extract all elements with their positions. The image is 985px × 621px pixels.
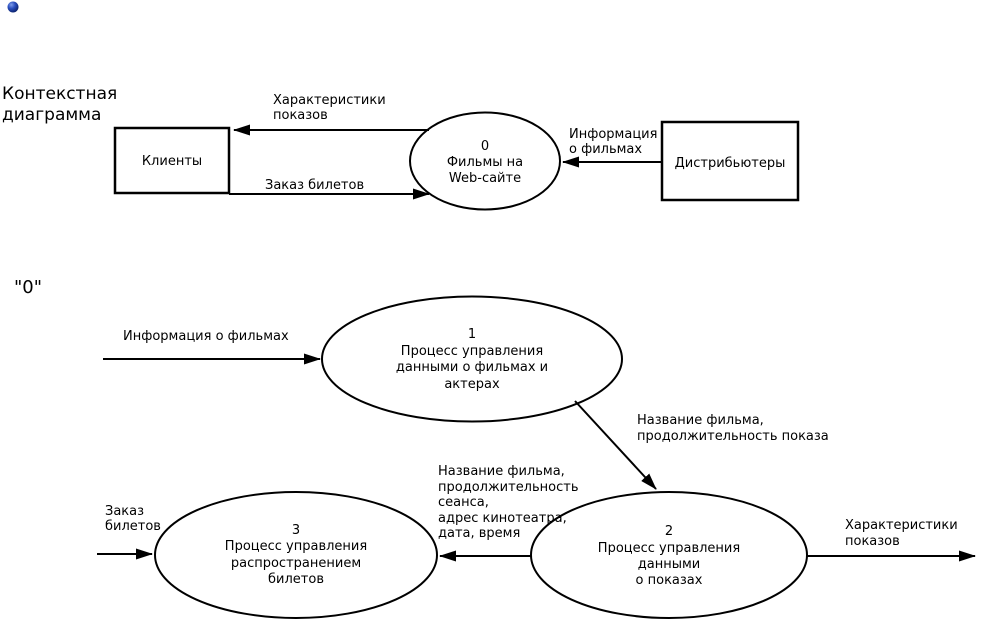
process-3-name: распространением xyxy=(230,556,362,571)
flow-label-film-title-duration: продолжительность показа xyxy=(637,429,829,444)
flow-label-show-characteristics-out: Характеристики xyxy=(845,518,958,533)
flow-label-session-details: продолжительность xyxy=(438,480,579,495)
flow-label-session-details: Название фильма, xyxy=(438,464,565,479)
process-0-name: Web-сайте xyxy=(448,171,522,186)
process-1-number: 1 xyxy=(467,327,477,342)
process-1-name: актерах xyxy=(444,377,500,392)
process-2-name: данными xyxy=(637,557,701,572)
process-2-name: о показах xyxy=(635,573,703,588)
process-0-number: 0 xyxy=(480,139,490,154)
context-diagram-title: Контекстная xyxy=(2,84,118,104)
process-3-name: Процесс управления xyxy=(224,539,368,554)
flow-label-session-details: сеанса, xyxy=(438,495,489,510)
flow-label-session-details: адрес кинотеатра, xyxy=(438,511,567,526)
context-diagram-title: диаграмма xyxy=(2,105,102,125)
entity-clients-label: Клиенты xyxy=(141,154,203,169)
process-1-name: данными о фильмах и xyxy=(395,360,549,375)
flow-label-show-characteristics-out: показов xyxy=(845,534,900,549)
flow-label-session-details: дата, время xyxy=(438,526,521,541)
process-3-name: билетов xyxy=(268,572,324,587)
flow-label-film-info-in: Информация о фильмах xyxy=(123,329,289,344)
decomposition-diagram-title: "0" xyxy=(14,277,43,298)
flow-label-ticket-order-in: билетов xyxy=(105,519,161,534)
flow-label-ticket-order-in: Заказ xyxy=(105,504,145,519)
process-1-name: Процесс управления xyxy=(400,344,544,359)
flow-label-ticket-order: Заказ билетов xyxy=(265,178,365,193)
flow-label-show-characteristics: показов xyxy=(273,108,328,123)
flow-label-film-info: Информация xyxy=(569,127,658,142)
flow-label-show-characteristics: Характеристики xyxy=(273,93,386,108)
flow-label-film-title-duration: Название фильма, xyxy=(637,413,764,428)
process-0-name: Фильмы на xyxy=(446,155,524,170)
flow-label-film-info: о фильмах xyxy=(569,142,643,157)
process-3-number: 3 xyxy=(291,523,301,538)
entity-distributors-label: Дистрибьютеры xyxy=(674,156,786,171)
process-2-name: Процесс управления xyxy=(597,541,741,556)
process-2-number: 2 xyxy=(664,524,674,539)
process-3-ellipse xyxy=(155,492,437,618)
sphere-icon xyxy=(8,2,19,13)
